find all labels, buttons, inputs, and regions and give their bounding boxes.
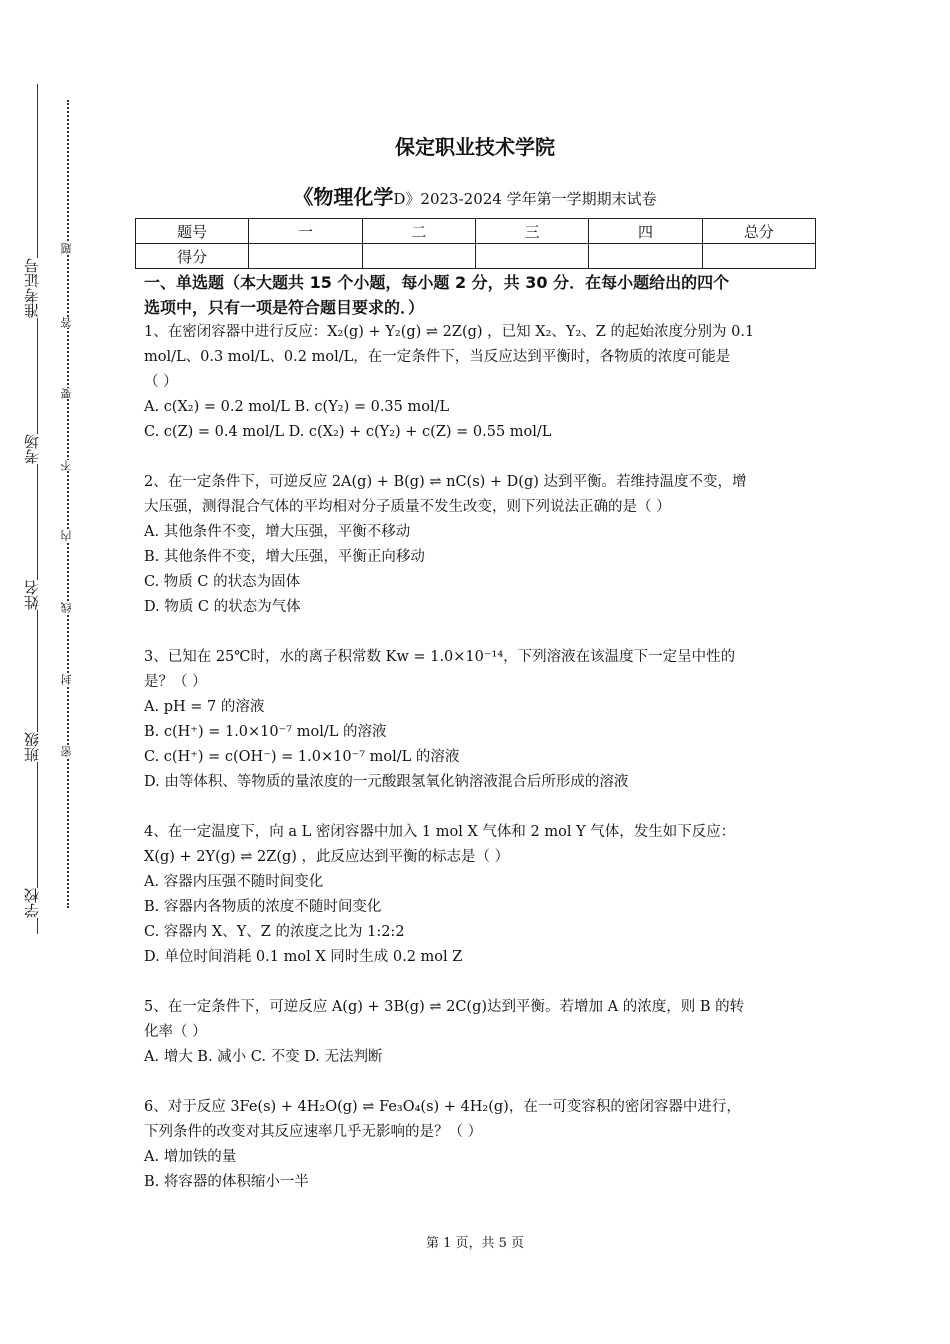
question-3 xyxy=(144,645,816,795)
score-row-label: 得分 xyxy=(136,244,249,269)
label-class: 班级 xyxy=(20,732,44,762)
question-option: A. 增加铁的量 xyxy=(144,1149,237,1165)
question-5 xyxy=(144,995,816,1070)
section-heading: 一、单选题（本大题共 15 个小题，每小题 2 分，共 30 分．在每小题给出的四个 xyxy=(144,273,730,292)
question-line: （ ） xyxy=(144,374,178,390)
question-line: 6、对于反应 3Fe(s) + 4H₂O(g) ⇌ Fe₃O₄(s) + 4H₂(g)，在一可变容积的密闭容器中进行， xyxy=(144,1099,741,1115)
question-line: mol/L、0.3 mol/L、0.2 mol/L，在一定条件下，当反应达到平衡时，各物质的浓度可能是 xyxy=(144,349,731,365)
seal-word: 不 xyxy=(60,460,73,471)
course-name: 《物理化学 xyxy=(293,185,394,209)
question-option: B. 将容器的体积缩小一半 xyxy=(144,1174,309,1190)
page-footer: 第 1 页，共 5 页 xyxy=(425,1236,525,1251)
score-table xyxy=(135,218,816,269)
label-school: 学校 xyxy=(20,888,44,918)
question-2 xyxy=(144,470,816,620)
question-option: A. 增大 B. 减小 C. 不变 D. 无法判断 xyxy=(144,1049,383,1065)
question-option: A. pH = 7 的溶液 xyxy=(144,699,265,715)
score-header-cell: 四 xyxy=(589,219,702,244)
seal-word: 密 xyxy=(60,746,73,757)
seal-word: 答 xyxy=(60,317,73,328)
score-header-row xyxy=(136,219,816,244)
question-option: A. 其他条件不变，增大压强，平衡不移动 xyxy=(144,524,411,540)
score-cell[interactable] xyxy=(475,244,588,269)
question-option: D. 物质 C 的状态为气体 xyxy=(144,599,301,615)
question-line: 4、在一定温度下，向 a L 密闭容器中加入 1 mol X 气体和 2 mol Y 气体，发生如下反应： xyxy=(144,824,736,840)
question-line: 下列条件的改变对其反应速率几乎无影响的是？（ ） xyxy=(144,1124,483,1140)
question-4 xyxy=(144,820,816,970)
question-option: C. c(Z) = 0.4 mol/L D. c(X₂) + c(Y₂) + c(Z) = 0.55 mol/L xyxy=(144,424,552,440)
label-exam-number: 准考证号 xyxy=(20,258,44,318)
exam-content xyxy=(144,270,816,1195)
seal-word: 内 xyxy=(60,530,73,541)
question-6 xyxy=(144,1095,816,1195)
binding-dotted-line xyxy=(67,100,69,908)
question-option: C. 物质 C 的状态为固体 xyxy=(144,574,301,590)
question-option: D. 单位时间消耗 0.1 mol X 同时生成 0.2 mol Z xyxy=(144,949,463,965)
question-line: 2、在一定条件下，可逆反应 2A(g) + B(g) ⇌ nC(s) + D(g) 达到平衡。若维持温度不变，增 xyxy=(144,474,747,490)
score-cell[interactable] xyxy=(362,244,475,269)
question-line: X(g) + 2Y(g) ⇌ 2Z(g) ，此反应达到平衡的标志是（ ） xyxy=(144,849,510,865)
question-option: B. 容器内各物质的浓度不随时间变化 xyxy=(144,899,382,915)
score-cell[interactable] xyxy=(702,244,815,269)
exam-subtitle xyxy=(0,181,950,210)
score-header-cell: 三 xyxy=(475,219,588,244)
exam-term: D》2023-2024 学年第一学期期末试卷 xyxy=(393,190,657,208)
seal-word: 线 xyxy=(60,602,73,613)
question-line: 大压强，测得混合气体的平均相对分子质量不发生改变，则下列说法正确的是（ ） xyxy=(144,499,671,515)
school-title: 保定职业技术学院 xyxy=(395,135,555,159)
question-option: B. 其他条件不变，增大压强，平衡正向移动 xyxy=(144,549,425,565)
score-header-cell: 二 xyxy=(362,219,475,244)
question-line: 3、已知在 25℃时，水的离子积常数 Kw = 1.0×10⁻¹⁴，下列溶液在该温度下一定呈中性的 xyxy=(144,649,736,665)
seal-word: 封 xyxy=(60,674,73,685)
question-option: A. c(X₂) = 0.2 mol/L B. c(Y₂) = 0.35 mol/L xyxy=(144,399,450,415)
label-exam-room: 考场 xyxy=(20,434,44,464)
seal-word: 题 xyxy=(60,243,73,254)
section-heading: 选项中，只有一项是符合题目要求的．） xyxy=(144,298,425,317)
question-1 xyxy=(144,320,816,445)
question-option: A. 容器内压强不随时间变化 xyxy=(144,874,324,890)
label-name: 姓名 xyxy=(20,580,44,610)
question-line: 1、在密闭容器中进行反应：X₂(g) + Y₂(g) ⇌ 2Z(g) ，已知 X₂、Y₂、Z 的起始浓度分别为 0.1 xyxy=(144,324,755,340)
question-line: 是？（ ） xyxy=(144,674,207,690)
score-cell[interactable] xyxy=(589,244,702,269)
question-line: 5、在一定条件下，可逆反应 A(g) + 3B(g) ⇌ 2C(g)达到平衡。若增加 A 的浓度，则 B 的转 xyxy=(144,999,745,1015)
score-header-cell: 一 xyxy=(249,219,362,244)
binding-solid-line xyxy=(37,84,38,934)
question-option: B. c(H⁺) = 1.0×10⁻⁷ mol/L 的溶液 xyxy=(144,724,387,740)
score-header-cell: 总分 xyxy=(702,219,815,244)
question-line: 化率（ ） xyxy=(144,1024,207,1040)
seal-word: 要 xyxy=(60,388,73,399)
question-option: D. 由等体积、等物质的量浓度的一元酸跟氢氧化钠溶液混合后所形成的溶液 xyxy=(144,774,629,790)
score-cell[interactable] xyxy=(249,244,362,269)
question-option: C. 容器内 X、Y、Z 的浓度之比为 1:2:2 xyxy=(144,924,405,940)
score-row xyxy=(136,244,816,269)
question-option: C. c(H⁺) = c(OH⁻) = 1.0×10⁻⁷ mol/L 的溶液 xyxy=(144,749,460,765)
score-header-cell: 题号 xyxy=(136,219,249,244)
